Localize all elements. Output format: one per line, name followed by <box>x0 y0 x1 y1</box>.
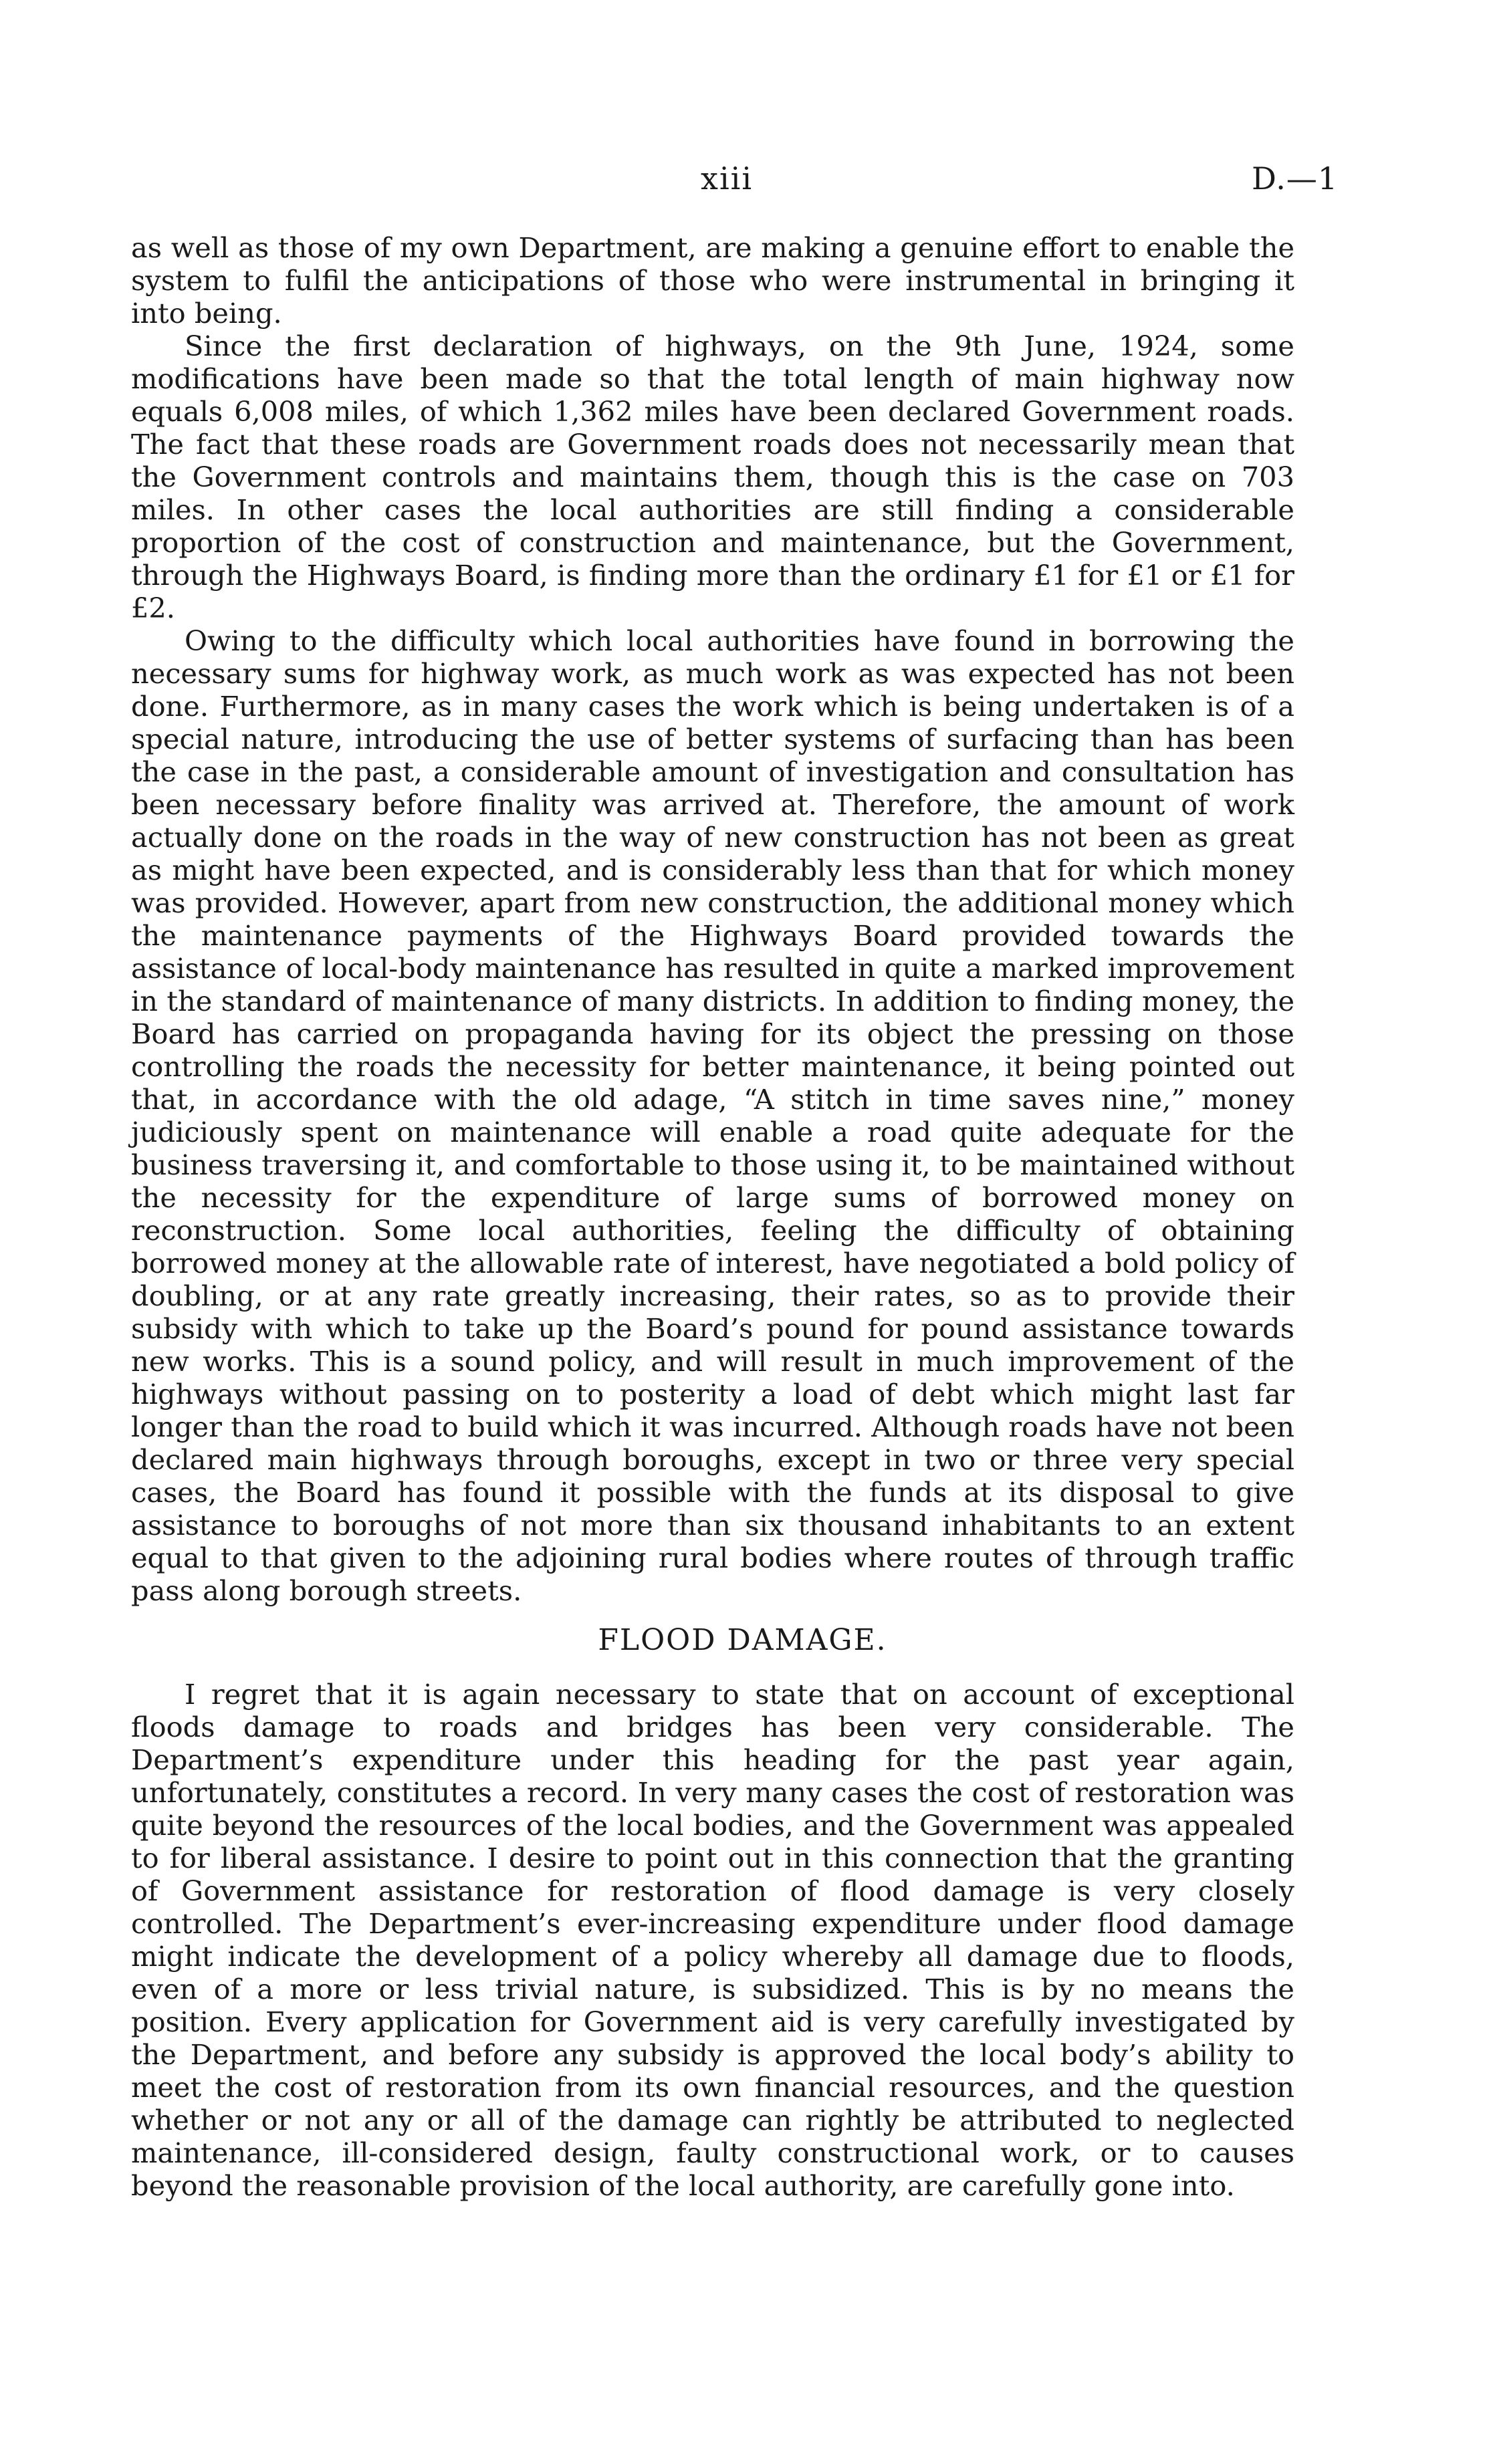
paragraph-flood-damage: I regret that it is again necessary to state that on account of exceptional floods damage to roads and bridges has been very considerable. The Department’s expenditure under this heading for the past year again, unfortunately, constitutes a record. In very many cases the cost of restoration was quite beyond the resources of the local bodies, and the Government was appealed to for liberal assistance. I desire to point out in this connection that the granting of Government assistance for restoration of flood damage is very closely controlled. The Department’s ever-increasing expenditure under flood damage might indicate the development of a policy whereby all damage due to floods, even of a more or less trivial nature, is subsidized. This is by no means the position. Every application for Government aid is very carefully investigated by the Department, and before any subsidy is approved the local body’s ability to meet the cost of restoration from its own financial resources, and the question whether or not any or all of the damage can rightly be attributed to neglected maintenance, ill-considered design, faulty constructional work, or to causes beyond the reasonable provision of the local authority, are carefully gone into. <box>131 1678 1294 2202</box>
paragraph-highway-declaration: Since the first declaration of highways, on the 9th June, 1924, some modifications have been made so that the total length of main highway now equals 6,008 miles, of which 1,362 miles have been declared Government roads. The fact that these roads are Government roads does not necessarily mean that the Government controls and maintains them, though this is the case on 703 miles. In other cases the local authorities are still finding a considerable proportion of the cost of construction and maintenance, but the Government, through the Highways Board, is finding more than the ordinary £1 for £1 or £1 for £2. <box>131 330 1294 624</box>
section-heading-flood-damage: FLOOD DAMAGE. <box>598 1623 887 1657</box>
flood-damage-section <box>131 1678 1294 2202</box>
highways-section <box>131 231 1294 1607</box>
paragraph-continuation: as well as those of my own Department, are making a genuine effort to enable the system to fulfil the anticipations of those who were instrumental in bringing it into being. <box>131 231 1294 330</box>
paragraph-borrowing-difficulty: Owing to the difficulty which local authorities have found in borrowing the necessary sums for highway work, as much work as was expected has not been done. Furthermore, as in many cases the work which is being undertaken is of a special nature, introducing the use of better systems of surfacing than has been the case in the past, a considerable amount of investigation and consultation has been necessary before finality was arrived at. Therefore, the amount of work actually done on the roads in the way of new construction has not been as great as might have been expected, and is considerably less than that for which money was provided. However, apart from new construction, the additional money which the maintenance payments of the Highways Board provided towards the assistance of local-body maintenance has resulted in quite a marked improvement in the standard of maintenance of many districts. In addition to finding money, the Board has carried on propaganda having for its object the pressing on those controlling the roads the necessity for better maintenance, it being pointed out that, in accordance with the old adage, “A stitch in time saves nine,” money judiciously spent on maintenance will enable a road quite adequate for the business traversing it, and comfortable to those using it, to be maintained without the necessity for the expenditure of large sums of borrowed money on reconstruction. Some local authorities, feeling the difficulty of obtaining borrowed money at the allowable rate of interest, have negotiated a bold policy of doubling, or at any rate greatly increasing, their rates, so as to provide their subsidy with which to take up the Board’s pound for pound assistance towards new works. This is a sound policy, and will result in much improvement of the highways without passing on to posterity a load of debt which might last far longer than the road to build which it was incurred. Although roads have not been declared main highways through boroughs, except in two or three very special cases, the Board has found it possible with the funds at its disposal to give assistance to boroughs of not more than six thousand inhabitants to an extent equal to that given to the adjoining rural bodies where routes of through traffic pass along borough streets. <box>131 624 1294 1607</box>
page-number: xiii <box>701 160 754 197</box>
document-reference: D.—1 <box>1252 160 1339 197</box>
